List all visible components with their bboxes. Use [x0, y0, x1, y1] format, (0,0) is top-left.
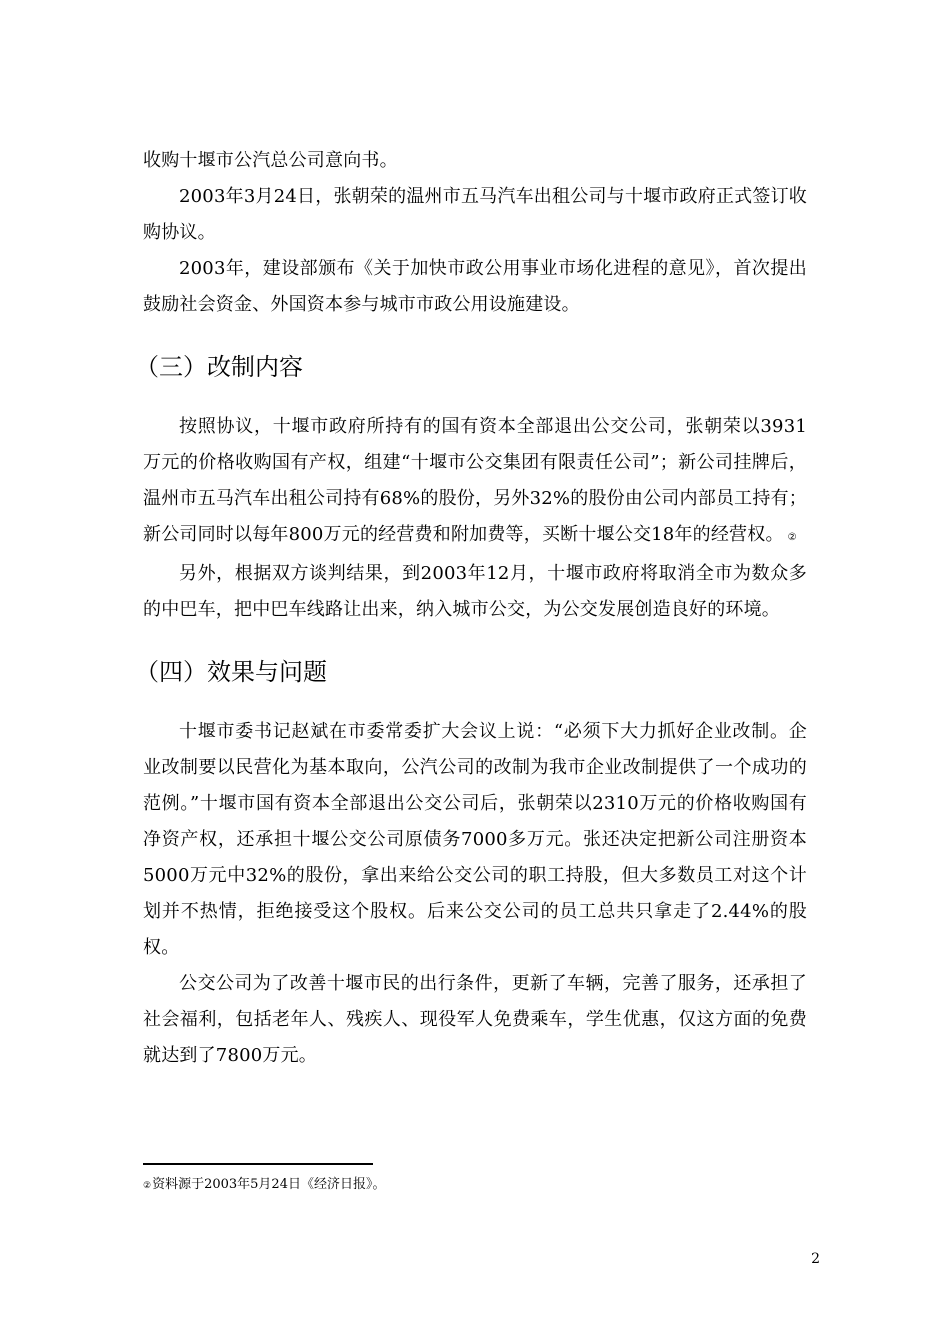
paragraph-6: 十堰市委书记赵斌在市委常委扩大会议上说：“必须下大力抓好企业改制。企业改制要以民营化为基本取向，公汽公司的改制为我市企业改制提供了一个成功的范例。”十堰市国有资本全部退出公交公司后，张朝荣以2310万元的价格收购国有净资产权，还承担十堰公交公司原债务7000多万元。张还决定把新公司注册资本5000万元中32%的股份，拿出来给公交公司的职工持股，但大多数员工对这个计划并不热情，拒绝接受这个股权。后来公交公司的员工总共只拿走了2.44%的股权。 — [143, 721, 807, 958]
section-heading-3: （三）改制内容 — [135, 353, 303, 381]
footnote-text: 资料源于2003年5月24日《经济日报》。 — [152, 1177, 386, 1192]
footnote-divider — [143, 1163, 373, 1165]
paragraph-7: 公交公司为了改善十堰市民的出行条件，更新了车辆，完善了服务，还承担了社会福利，包括老年人、残疾人、现役军人免费乘车，学生优惠，仅这方面的免费就达到了7800万元。 — [143, 973, 807, 1066]
section-heading-4: （四）效果与问题 — [135, 658, 327, 686]
paragraph-3: 2003年，建设部颁布《关于加快市政公用事业市场化进程的意见》，首次提出鼓励社会资金、外国资本参与城市市政公用设施建设。 — [143, 258, 807, 315]
paragraph-4 — [143, 409, 807, 556]
paragraph-4-text: 按照协议，十堰市政府所持有的国有资本全部退出公交公司，张朝荣以3931万元的价格收购国有产权，组建“十堰市公交集团有限责任公司”；新公司挂牌后，温州市五马汽车出租公司持有68%的股份，另外32%的股份由公司内部员工持有；新公司同时以每年800万元的经营费和附加费等，买断十堰公交18年的经营权。 — [143, 416, 807, 545]
footnote — [143, 1176, 807, 1195]
paragraph-5: 另外，根据双方谈判结果，到2003年12月，十堰市政府将取消全市为数众多的中巴车，把中巴车线路让出来，纳入城市公交，为公交发展创造良好的环境。 — [143, 563, 807, 620]
footnote-reference[interactable]: ② — [787, 532, 797, 543]
page-number: 2 — [811, 1251, 820, 1267]
footnote-mark: ② — [143, 1181, 152, 1191]
body-text — [135, 143, 807, 1074]
paragraph-2: 2003年3月24日，张朝荣的温州市五马汽车出租公司与十堰市政府正式签订收购协议。 — [143, 186, 807, 243]
paragraph-1: 收购十堰市公汽总公司意向书。 — [143, 150, 398, 171]
